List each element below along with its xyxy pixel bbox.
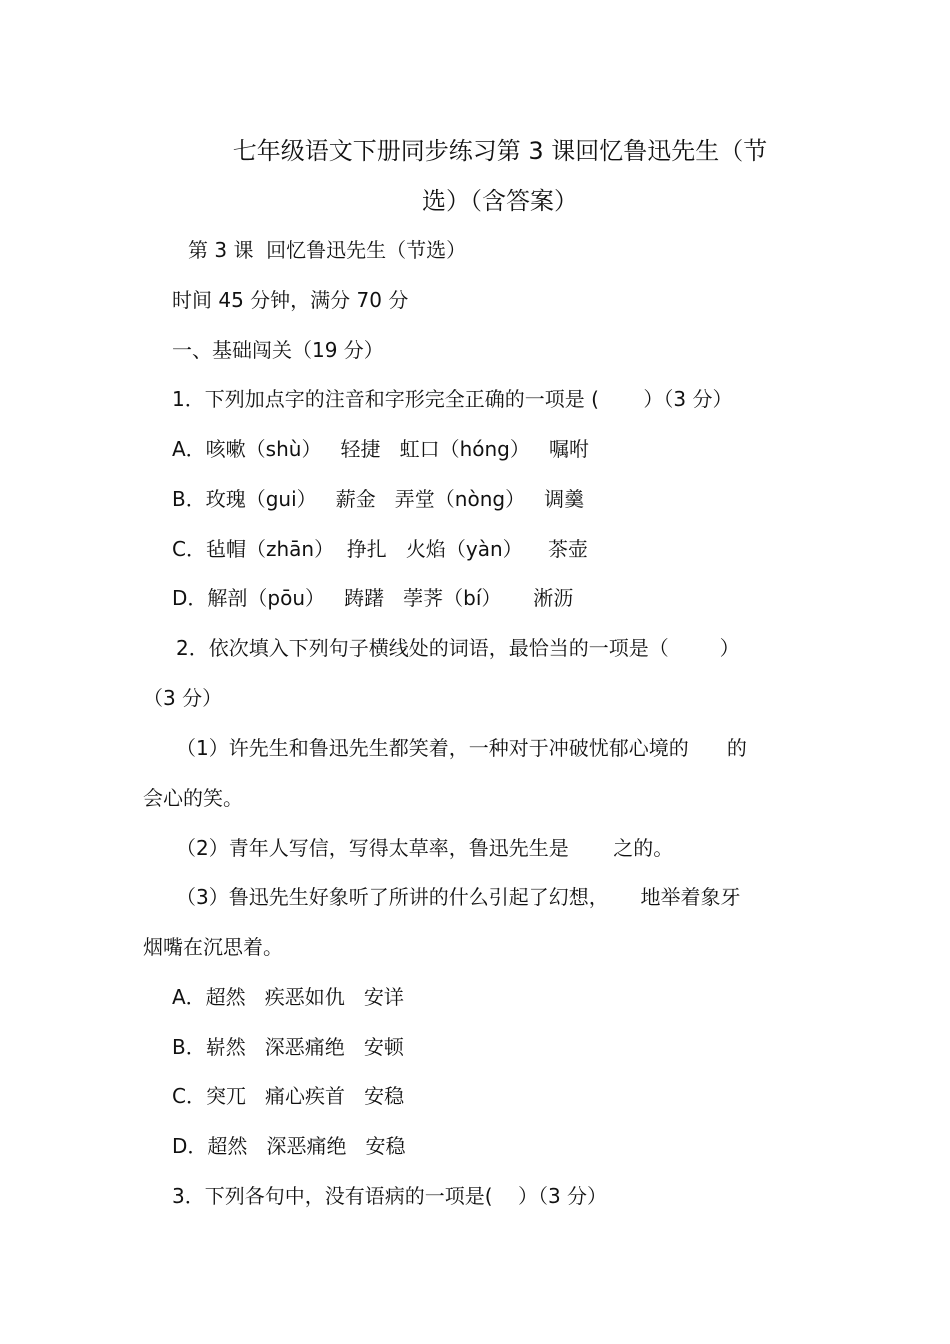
question-1-option-b: B．玫瑰（gui） 薪金 弄堂（nòng） 调羹 (172, 487, 585, 511)
question-2-option-d: D．超然 深恶痛绝 安稳 (172, 1134, 406, 1158)
question-1-option-d: D．解剖（pōu） 踌躇 荸荠（bí） 淅沥 (172, 586, 574, 610)
question-2-sentence-1-continued: 会心的笑。 (143, 786, 243, 810)
lesson-subtitle: 第 3 课 回忆鲁迅先生（节选） (188, 238, 467, 262)
document-title-line-1: 七年级语文下册同步练习第 3 课回忆鲁迅先生（节 (232, 137, 768, 165)
question-2-sentence-3: （3）鲁迅先生好象听了所讲的什么引起了幻想， 地举着象牙 (176, 885, 741, 909)
time-info: 时间 45 分钟，满分 70 分 (172, 288, 409, 312)
question-2-option-b: B．崭然 深恶痛绝 安顿 (172, 1035, 404, 1059)
question-2-stem-continued: （3 分） (143, 686, 223, 710)
question-3-stem: 3．下列各句中，没有语病的一项是( ）（3 分） (172, 1184, 608, 1208)
document-title-line-2: 选）（含答案） (422, 187, 578, 215)
question-1-option-c: C．毡帽（zhān） 挣扎 火焰（yàn） 茶壶 (172, 537, 589, 561)
section-heading: 一、基础闯关（19 分） (172, 338, 384, 362)
question-1-option-a: A．咳嗽（shù） 轻捷 虹口（hóng） 嘱咐 (172, 437, 589, 461)
question-2-sentence-1: （1）许先生和鲁迅先生都笑着，一种对于冲破忧郁心境的 的 (176, 736, 747, 760)
question-2-sentence-3-continued: 烟嘴在沉思着。 (143, 935, 283, 959)
question-2-option-a: A．超然 疾恶如仇 安详 (172, 985, 404, 1009)
question-1-stem: 1．下列加点字的注音和字形完全正确的一项是 ( ）（3 分） (172, 387, 733, 411)
question-2-sentence-2: （2）青年人写信，写得太草率，鲁迅先生是 之的。 (176, 836, 674, 860)
question-2-stem: 2．依次填入下列句子横线处的词语，最恰当的一项是（ ） (176, 636, 740, 660)
question-2-option-c: C．突兀 痛心疾首 安稳 (172, 1084, 405, 1108)
